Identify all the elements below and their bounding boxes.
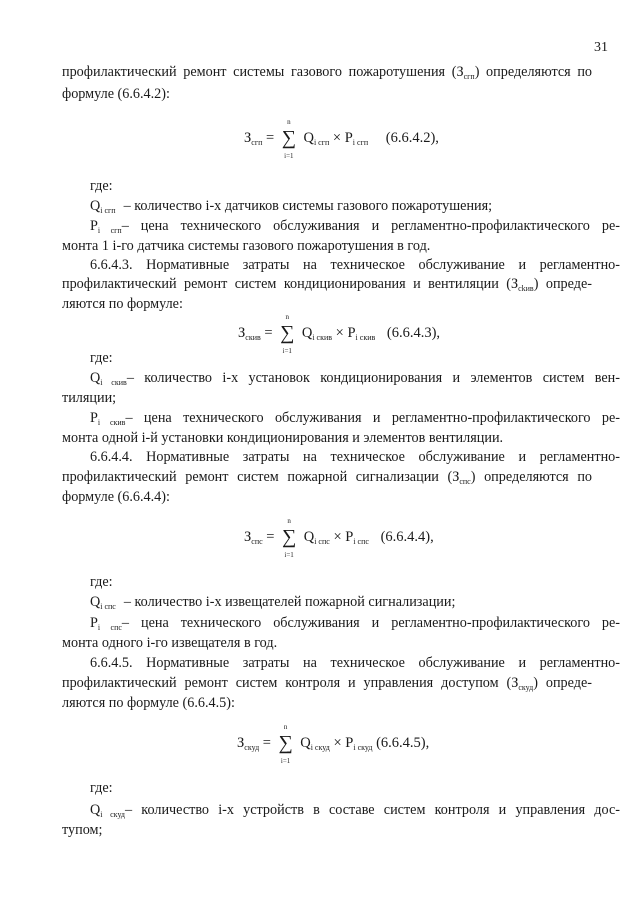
subscript: сгп — [463, 72, 475, 81]
formula-number: (6.6.4.5), — [376, 734, 430, 751]
paragraph-line: профилактический ремонт систем контроля и управления доступом $(З_{скуд})$ опреде- — [62, 675, 593, 692]
definition-line: $P_{i сгп}-$ цена технического обслуживания и регламентно-профилактического ре- — [90, 218, 620, 235]
formula-6-6-4-3: $З_{скив}$ = n ∑ i=1 $Q_{i скив} \times P_{i скив}$ (6.6.4.3), — [238, 313, 441, 355]
where-label: где: — [90, 574, 113, 590]
definition-line: $Q_{i спс}$ – количество i-х извещателей пожарной сигнализации; — [90, 594, 456, 611]
paragraph-line: 6.6.4.5. Нормативные затраты на техническое обслуживание и регламентно- — [90, 655, 620, 671]
paragraph-line: профилактический ремонт систем пожарной сигнализации $(З_{спс})$ определяются по — [62, 469, 593, 486]
paragraph-line: ляются по формуле: — [62, 296, 183, 312]
formula-number: (6.6.4.3), — [386, 324, 441, 341]
page-number: 31 — [594, 40, 608, 55]
definition-line: $Q_{i сгп}$ – количество i-х датчиков системы газового пожаротушения; — [90, 198, 493, 215]
formula-number: (6.6.4.4), — [380, 528, 434, 545]
paragraph-line: профилактический ремонт систем кондиционирования и вентиляции $(З_{сkив})$ опреде- — [62, 276, 592, 293]
definition-line: $P_{i скив}-$ цена технического обслуживания и регламентно-профилактического ре- — [90, 410, 621, 427]
sum-operator: n ∑ i=1 — [281, 517, 297, 559]
where-label: где: — [90, 780, 113, 796]
definition-line: монта одной i-й установки кондиционирования и элементов вентиляции. — [62, 430, 504, 446]
paragraph-line: ляются по формуле (6.6.4.5): — [62, 695, 235, 711]
subscript: i сгп — [313, 137, 330, 147]
where-label: где: — [90, 178, 113, 194]
definition-line: $Q_{i скуд}-$ количество i-х устройств в составе систем контроля и управления дос- — [90, 802, 620, 819]
definition-line: $Q_{i скив}-$ количество i-х установок кондиционирования и элементов систем вен- — [90, 370, 620, 387]
formula-6-6-4-4: $З_{спс}$ = n ∑ i=1 $Q_{i спс} \times P_{i спс}$ (6.6.4.4), — [244, 517, 434, 559]
text: ) определяются по — [474, 64, 593, 80]
definition-line: монта одного i-го извещателя в год. — [62, 635, 278, 651]
paragraph-line: 6.6.4.3. Нормативные затраты на техническое обслуживание и регламентно- — [90, 257, 620, 273]
sum-operator: n ∑ i=1 — [281, 118, 296, 160]
equals-sign: = — [266, 129, 275, 146]
formula-symbol: З — [244, 129, 252, 146]
paragraph-line — [62, 64, 592, 81]
subscript: сгп — [251, 137, 263, 147]
formula-symbol: P — [344, 129, 353, 146]
definition-line: тиляции; — [62, 390, 117, 406]
sum-operator: n ∑ i=1 — [280, 313, 295, 355]
formula-symbol: Q — [303, 129, 314, 146]
sum-operator: n ∑ i=1 — [278, 723, 293, 765]
definition-line: тупом; — [62, 822, 103, 838]
formula-number: (6.6.4.2), — [385, 129, 439, 146]
text: профилактический ремонт системы газового пожаротушения (З — [62, 64, 464, 80]
paragraph-line: формуле (6.6.4.2): — [62, 86, 170, 102]
formula-6-6-4-2 — [244, 118, 439, 160]
subscript: i сгп — [352, 137, 369, 147]
definition-line: монта 1 i-го датчика системы газового пожаротушения в год. — [62, 238, 431, 254]
paragraph-line: формуле (6.6.4.4): — [62, 489, 170, 505]
paragraph-line: 6.6.4.4. Нормативные затраты на техническое обслуживание и регламентно- — [90, 449, 620, 465]
times-sign: × — [332, 129, 342, 146]
definition-line: $P_{i спс}-$ цена технического обслуживания и регламентно-профилактического ре- — [90, 615, 621, 632]
where-label: где: — [90, 350, 113, 366]
formula-6-6-4-5: $З_{скуд}$ = n ∑ i=1 $Q_{i скуд} \times P_{i скуд}$ (6.6.4.5), — [237, 723, 430, 765]
